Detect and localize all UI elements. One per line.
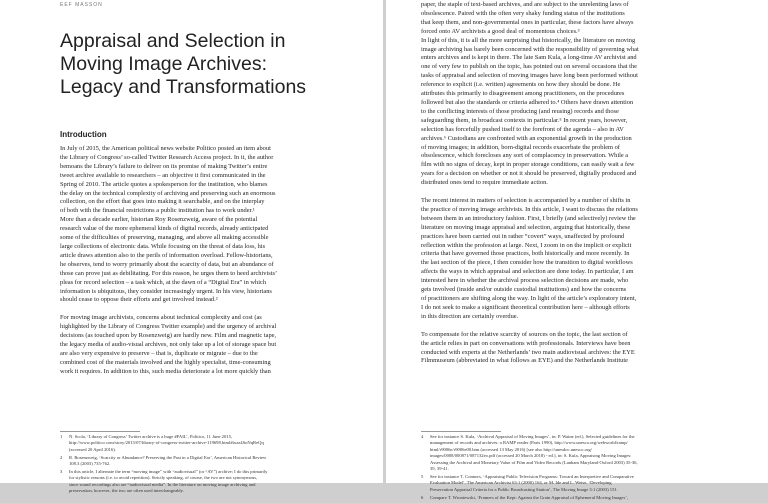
text-line: archives.⁶ Custodians are confronted with an exponential growth in the production [421, 134, 632, 142]
text-line: obsolescence, which forecloses any sort of complacency in preservation. While a [421, 152, 629, 160]
footnote-number: 1 [60, 434, 63, 439]
text-line: pleas for record selection – a task which, at the dawn of a “Digital Era” in which [60, 278, 267, 286]
text-line: those can prove just as debilitating. For this reason, he urges them to heed archivists’ [60, 269, 278, 277]
footnote-text [430, 474, 756, 493]
footnote-number: 2 [60, 454, 63, 460]
text-line: information is ubiquitous, they consider increasingly urgent. In his view, historians [60, 287, 272, 295]
text-line: Filmmuseum (abbreviated in what follows as EYE) and the Netherlands Institute [421, 357, 628, 365]
text-line: Spring of 2010. The article quotes a spokesperson for the institution, who blames [60, 180, 268, 188]
text-line: More than a decade earlier, historian Roy Rosenzweig, aware of the potential [60, 216, 258, 224]
text-line: are also very expensive to preserve – that is, duplicate or migrate – due to the [60, 349, 258, 357]
text-line: affects the ways in which appraisal and selection are done today. In particular, I am [421, 268, 634, 276]
footnote-line: preservation, however, the two are often used interchangeably. [69, 488, 184, 494]
text-line: For moving image archivists, concerns about technical complexity and cost (as [60, 314, 262, 322]
paragraph [421, 37, 756, 188]
footnote-line: Assessing the Archival and Monetary Value of Film and Video Records (Lanham Maryland-Oxford 2003) 35-36, [430, 459, 638, 465]
footnote-text [430, 495, 756, 501]
left-body-text [60, 145, 365, 377]
left-page [0, 0, 383, 494]
text-line: forced onto AV archivists a good deal of momentous choices.³ [421, 27, 580, 35]
text-line: he observes, tend to worry primarily about the scarcity of data, but an abundance of [60, 260, 274, 268]
text-line: In July of 2015, the American political news website Politico posted an item about [60, 145, 271, 152]
text-line: the legacy media of audio-visual archives, not only take up a lot of storage space but [60, 341, 277, 349]
footnote-line: In this article, I alternate the term “moving image” with “audiovisual” (or “AV”) archive; I do this primarily [69, 469, 268, 475]
footnote-line: Preservation Appraisal Criteria for a Public Broadcasting Station’, The Moving Image 3:1 (2003) 151. [430, 486, 618, 492]
footnote-number: 5 [421, 473, 424, 479]
text-line: that keep them, and non-governmental ones in particular, these factors have always [421, 18, 634, 26]
right-page [386, 0, 768, 500]
footnote-rule [421, 431, 501, 432]
paragraph [60, 145, 365, 216]
text-line: tasks of appraisal and selection of moving images have long been performed without [421, 72, 638, 80]
footnote-number: 3 [60, 469, 63, 475]
footnote-text [430, 434, 756, 472]
footnote-line: since sound recordings also are “audiovisual media”. In the literature on moving image archiving and [69, 481, 256, 487]
text-line: the last section of the piece, I then consider how the transition to digital workflows [421, 259, 633, 267]
text-line: the Library of Congress’ so-called Twitter Research Access project. In it, the author [60, 153, 274, 161]
footnote-text [69, 469, 365, 495]
text-line: film with no signs of decay, kept in proper storage conditions, can easily wait a few [421, 161, 635, 169]
text-line: followed but also the standards or criteria adhered to.⁴ Others have drawn attention [421, 98, 634, 106]
footnote [60, 434, 365, 453]
title-line: Legacy and Transformations [60, 76, 307, 98]
footnote [421, 474, 756, 493]
text-line: tweet archive available to researchers – an objective it first communicated in the [60, 171, 266, 179]
section-heading-introduction: Introduction [60, 130, 107, 139]
footnote-line: N. Scola, ‘Library of Congress’ Twitter archive is a huge #FAIL’, Politico, 11 June 2015, [69, 434, 233, 439]
text-line: paper, the staple of text-based archives, and are subject to the unrelenting laws of [421, 1, 629, 8]
text-line: highlighted by the Library of Congress Twitter example) and the urgency of archival [60, 323, 277, 331]
text-line: reference to explicit (i.e. written) agreements on how they should be done. He [421, 81, 621, 89]
footnote-number: 4 [421, 434, 424, 439]
footnote-line: http://www.politico.com/story/2015/07/library-of-congress-twitter-archive-119698.html#ixzz4SoNqReQq [69, 440, 264, 446]
text-line: large collections of electronic data. While focusing on the threat of data loss, his [60, 242, 266, 250]
paragraph [60, 314, 365, 376]
paragraph [421, 331, 756, 367]
text-line: practices have been carried out in rather “covert” ways, unaffected by profound [421, 232, 625, 240]
text-line: In light of this, it is all the more surprising that historically, the literature on moving [421, 36, 636, 44]
text-line: of moving images; in addition, born-digital records exacerbate the problem of [421, 143, 620, 151]
text-line: gets involved (inside and/or outside custodial institutions) and how the concerns [421, 286, 627, 294]
footnote-line: Compare T. Wroniewski, ‘Framers of the Kept: Against the Grain Appraisal of Ephemeral Moving Images’, [430, 494, 628, 500]
text-line: research value of the more ephemeral kinds of digital records, already anticipated [60, 225, 269, 233]
text-line: bemoans the Library’s failure to deliver on its promise of making Twitter’s entire [60, 162, 268, 170]
text-line: of both with the financial restrictions a public institution has to work under.¹ [60, 207, 255, 215]
footnotes [60, 434, 365, 496]
paragraph [60, 216, 365, 305]
text-line: To compensate for the relative scarcity of sources on the topic, the last section of [421, 330, 628, 338]
text-line: years for a decision on whether or not it should be preserved, digitally produced and [421, 170, 637, 178]
text-line: combined cost of the materials involved and the highly specialist, time-consuming [60, 358, 271, 366]
text-line: one of very few to publish on the topic, has pointed out on several occasions that the [421, 63, 637, 71]
text-line: should cease to oppose their efforts and get involved instead.² [60, 296, 218, 304]
text-line: some of the difficulties of preserving, managing, and above all making accessible [60, 234, 269, 242]
text-line: article draws attention also to the perils of information overload. Fellow-historians, [60, 251, 273, 259]
text-line: reflection within the profession at large. Next, I zoom in on the implicit or explicit [421, 241, 632, 249]
footnote-number: 6 [421, 494, 424, 500]
title-line: Moving Image Archives: [60, 53, 268, 75]
footnote-line: images/0008/000871/087132eo.pdf (accessed 20 March 2018) - ed.], in: S. Kula, Appraising Moving Images: [430, 453, 632, 459]
title-line: Appraisal and Selection in [60, 30, 286, 52]
text-line: selection has forcefully pushed itself to the forefront of the agenda – also in AV [421, 125, 624, 133]
footnote-line: html/r9006e/r9006e00.htm (accessed 13 May 2016) [see also http://unesdoc.unesco.org/ [430, 446, 592, 452]
text-line: obsolescence. Paired with the often very shaky funding status of the institutions [421, 9, 625, 17]
text-line: The recent interest in matters of selection is accompanied by a number of shifts in [421, 197, 631, 205]
footnote-text [69, 455, 365, 468]
footnote-line: See for instance S. Kula, ‘Archival Appraisal of Moving Images’, in: P. Waine (ed.), Selected guidelines for the [430, 434, 635, 439]
text-line: distributed ones tend to require immediate action. [421, 179, 548, 187]
article-title [60, 30, 360, 99]
footnotes [421, 434, 756, 503]
text-line: in this direction are certainly overdue. [421, 312, 519, 320]
footnote [60, 455, 365, 468]
footnote [421, 434, 756, 472]
text-line: enters archives and is kept in there. The late Sam Kula, a long-time AV archivist and [421, 54, 637, 62]
text-line: literature on moving image appraisal and selection, arguing that historically, these [421, 223, 631, 231]
footnote-line: for stylistic reasons (i.e. to avoid repetition). Strictly speaking, of course, the two are not synonymous, [69, 475, 258, 481]
footnote [421, 495, 756, 501]
text-line: to the conflicting interests of those producing (and reusing) records and those [421, 107, 619, 115]
footnote-line: management of records and archives: a RAMP reader (Paris 1990), http://www.unesco.org/webworld/ramp/ [430, 440, 628, 446]
text-line: collection, on the effort that goes into making it searchable, and on the interplay [60, 198, 265, 206]
text-line: I do not seek to make a significant theoretical contribution here – although efforts [421, 303, 630, 311]
right-body-text [421, 1, 756, 366]
footnote-line: (accessed 20 April 2016). [69, 446, 116, 452]
text-line: attributes this primarily to disagreement among practitioners, on the procedures [421, 90, 625, 98]
footnote-line: 39, 39-41. [430, 466, 449, 472]
text-line: the practice of moving image archivists. In this article, I want to discuss the relations [421, 205, 638, 213]
paragraph [421, 197, 756, 322]
text-line: of practitioners are shifting along the way. In light of the article’s exploratory intent, [421, 295, 637, 302]
text-line: criteria that have governed those practices, both historically and more recently. In [421, 250, 630, 258]
text-line: work it requires. In addition to this, such media deteriorate a lot more quickly than [60, 367, 271, 375]
footnote-line: R. Rosenzweig, ‘Scarcity or Abundance? Preserving the Past in a Digital Era’, American Historical Review [69, 454, 267, 460]
footnote-text [69, 434, 365, 453]
text-line: the article relies in part on conversations with professionals. Interviews have been [421, 339, 631, 347]
footnote-line: Evaluation Model’, The American Archivist 63:1 (2000) 164, or M. Ide and L. Weise, ‘Developing [430, 480, 612, 486]
text-line: interested here in whether the archival process selection decisions are made, who [421, 277, 629, 285]
text-line: between them in an introductory fashion. First, I briefly (and selectively) review the [421, 214, 636, 222]
text-line: image archiving has barely been concerned with the responsibility of governing what [421, 45, 639, 53]
text-line: conducted with experts at the Netherlands’ two main audiovisual archives: the EYE [421, 348, 635, 356]
footnote [60, 469, 365, 495]
text-line: safeguarding them, in broadcast contexts in particular.⁵ In recent years, however, [421, 116, 628, 124]
text-line: the delay on the technical complexity of archiving and preserving such an enormous [60, 189, 276, 197]
running-head: EEF MASSON [60, 2, 103, 8]
footnote-rule [60, 431, 140, 432]
text-line: decisions (as touched upon by Rosenzweig) are hardly new. Film and magnetic tape, [60, 332, 277, 340]
paragraph [421, 1, 756, 37]
footnote-line: 108.3 (2003) 735-762. [69, 461, 111, 467]
footnote-line: See for instance T. Connors, ‘Appraising Public Television Programs: Toward an Interpretive and Comparative [430, 473, 634, 479]
